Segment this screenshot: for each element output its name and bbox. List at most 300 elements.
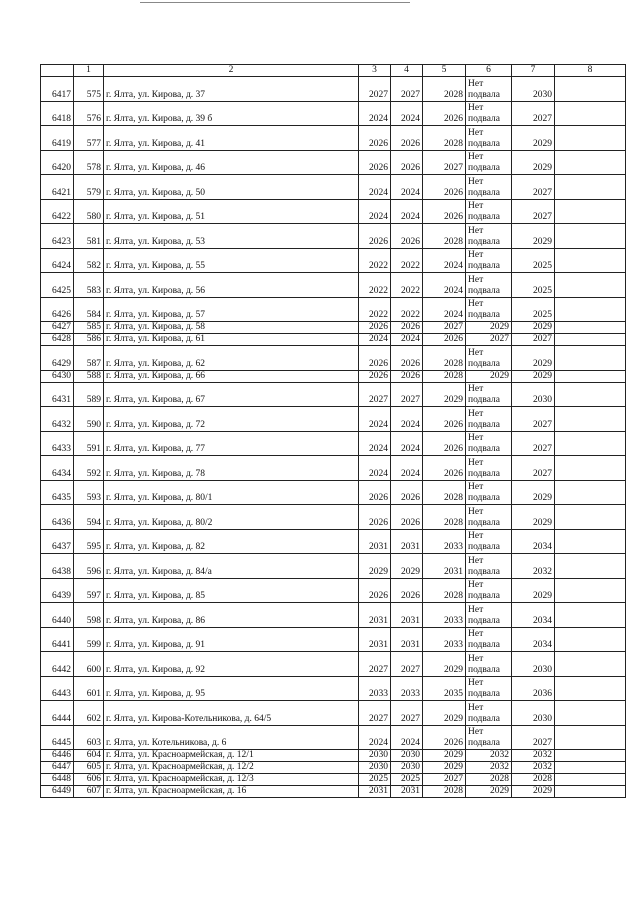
address-cell: г. Ялта, ул. Красноармейская, д. 16 (104, 786, 359, 798)
no-basement-cell (466, 382, 512, 407)
address-cell: г. Ялта, ул. Кирова, д. 37 (104, 77, 359, 102)
item-index-cell: 579 (74, 175, 104, 200)
no-basement-line1: Нет (468, 531, 484, 541)
building-schedule-table (40, 64, 626, 798)
year-col4-cell: 2024 (391, 407, 423, 432)
year-col3-cell: 2031 (359, 627, 391, 652)
no-basement-line2: подвала (468, 591, 501, 601)
year-col4-cell: 2026 (391, 346, 423, 371)
empty-col8-cell (555, 774, 626, 786)
year-col3-cell: 2029 (359, 554, 391, 579)
address-cell: г. Ялта, ул. Кирова, д. 95 (104, 676, 359, 701)
item-index-cell: 586 (74, 334, 104, 346)
year-col4-cell: 2026 (391, 150, 423, 175)
year-col3-cell: 2024 (359, 431, 391, 456)
no-basement-line2: подвала (468, 542, 501, 552)
empty-col8-cell (555, 407, 626, 432)
empty-col8-cell (555, 248, 626, 273)
row-number-cell: 6447 (41, 762, 74, 774)
year-col7-cell: 2029 (512, 480, 555, 505)
table-row (41, 725, 626, 750)
year-col5-cell: 2033 (423, 627, 466, 652)
no-basement-cell (466, 652, 512, 677)
no-basement-cell (466, 199, 512, 224)
address-cell: г. Ялта, ул. Кирова, д. 66 (104, 370, 359, 382)
year-col3-cell: 2025 (359, 774, 391, 786)
row-number-cell: 6427 (41, 322, 74, 334)
empty-col8-cell (555, 334, 626, 346)
table-row (41, 346, 626, 371)
no-basement-line1: Нет (468, 555, 484, 566)
no-basement-line2: подвала (468, 89, 501, 100)
item-index-cell: 581 (74, 224, 104, 249)
year-col5-cell: 2028 (423, 224, 466, 249)
row-number-cell: 6420 (41, 150, 74, 175)
empty-col8-cell (555, 554, 626, 579)
no-basement-cell (466, 297, 512, 322)
empty-col8-cell (555, 150, 626, 175)
year-col3-cell: 2024 (359, 725, 391, 750)
item-index-cell: 590 (74, 407, 104, 432)
no-basement-line1: Нет (468, 78, 484, 89)
row-number-cell: 6442 (41, 652, 74, 677)
year-col7-cell: 2034 (512, 627, 555, 652)
table-row (41, 407, 626, 432)
no-basement-line2: подвала (468, 114, 501, 124)
no-basement-cell (466, 480, 512, 505)
year-col5-cell: 2033 (423, 529, 466, 554)
year-col3-cell: 2027 (359, 382, 391, 407)
no-basement-line2: подвала (468, 689, 501, 699)
year-col7-cell: 2025 (512, 248, 555, 273)
year-col3-cell: 2026 (359, 322, 391, 334)
year-col7-cell: 2032 (512, 762, 555, 774)
year-col3-cell: 2031 (359, 529, 391, 554)
empty-col8-cell (555, 273, 626, 298)
table-header-row (41, 65, 626, 77)
year-col4-cell: 2024 (391, 431, 423, 456)
address-cell: г. Ялта, ул. Котельникова, д. 6 (104, 725, 359, 750)
empty-col8-cell (555, 77, 626, 102)
empty-col8-cell (555, 652, 626, 677)
no-basement-line2: подвала (468, 664, 501, 675)
table-row (41, 652, 626, 677)
year-col3-cell: 2031 (359, 786, 391, 798)
address-cell: г. Ялта, ул. Кирова, д. 84/а (104, 554, 359, 579)
empty-col8-cell (555, 603, 626, 628)
address-cell: г. Ялта, ул. Кирова, д. 61 (104, 334, 359, 346)
year-col6-cell: 2032 (466, 762, 512, 774)
no-basement-line1: Нет (468, 604, 484, 615)
empty-col8-cell (555, 627, 626, 652)
item-index-cell: 584 (74, 297, 104, 322)
table-row (41, 762, 626, 774)
address-cell: г. Ялта, ул. Кирова, д. 67 (104, 382, 359, 407)
table-row (41, 370, 626, 382)
item-index-cell: 582 (74, 248, 104, 273)
row-number-cell: 6426 (41, 297, 74, 322)
header-cell-2: 2 (104, 65, 359, 77)
empty-col8-cell (555, 370, 626, 382)
row-number-cell: 6448 (41, 774, 74, 786)
year-col7-cell: 2029 (512, 578, 555, 603)
year-col7-cell: 2030 (512, 77, 555, 102)
item-index-cell: 594 (74, 505, 104, 530)
header-cell-0 (41, 65, 74, 77)
empty-col8-cell (555, 126, 626, 151)
row-number-cell: 6425 (41, 273, 74, 298)
year-col4-cell: 2026 (391, 480, 423, 505)
year-col5-cell: 2026 (423, 456, 466, 481)
row-number-cell: 6418 (41, 101, 74, 126)
no-basement-cell (466, 224, 512, 249)
address-cell: г. Ялта, ул. Кирова, д. 72 (104, 407, 359, 432)
year-col4-cell: 2027 (391, 382, 423, 407)
year-col5-cell: 2026 (423, 199, 466, 224)
table-row (41, 150, 626, 175)
year-col6-cell: 2029 (466, 786, 512, 798)
table-body (41, 65, 626, 798)
year-col3-cell: 2027 (359, 652, 391, 677)
year-col5-cell: 2028 (423, 505, 466, 530)
address-cell: г. Ялта, ул. Кирова, д. 92 (104, 652, 359, 677)
year-col4-cell: 2025 (391, 774, 423, 786)
address-cell: г. Ялта, ул. Кирова, д. 80/2 (104, 505, 359, 530)
no-basement-line2: подвала (468, 566, 501, 577)
no-basement-line1: Нет (468, 225, 484, 236)
table-row (41, 786, 626, 798)
no-basement-line1: Нет (468, 678, 484, 688)
year-col4-cell: 2027 (391, 701, 423, 726)
item-index-cell: 591 (74, 431, 104, 456)
year-col6-cell: 2029 (466, 370, 512, 382)
address-cell: г. Ялта, ул. Кирова, д. 86 (104, 603, 359, 628)
empty-col8-cell (555, 346, 626, 371)
item-index-cell: 580 (74, 199, 104, 224)
table-row (41, 431, 626, 456)
table-row (41, 297, 626, 322)
row-number-cell: 6433 (41, 431, 74, 456)
no-basement-line2: подвала (468, 444, 501, 454)
no-basement-line2: подвала (468, 493, 501, 503)
item-index-cell: 575 (74, 77, 104, 102)
table-row (41, 578, 626, 603)
item-index-cell: 578 (74, 150, 104, 175)
row-number-cell: 6445 (41, 725, 74, 750)
empty-col8-cell (555, 676, 626, 701)
item-index-cell: 600 (74, 652, 104, 677)
year-col7-cell: 2034 (512, 529, 555, 554)
no-basement-line2: подвала (468, 738, 501, 748)
no-basement-line2: подвала (468, 285, 501, 296)
year-col4-cell: 2033 (391, 676, 423, 701)
row-number-cell: 6421 (41, 175, 74, 200)
row-number-cell: 6437 (41, 529, 74, 554)
year-col7-cell: 2027 (512, 456, 555, 481)
header-cell-8: 8 (555, 65, 626, 77)
row-number-cell: 6423 (41, 224, 74, 249)
year-col7-cell: 2029 (512, 224, 555, 249)
table-row (41, 627, 626, 652)
year-col4-cell: 2024 (391, 334, 423, 346)
document-table-wrapper (40, 64, 626, 798)
year-col3-cell: 2026 (359, 126, 391, 151)
row-number-cell: 6432 (41, 407, 74, 432)
no-basement-line1: Нет (468, 299, 484, 309)
row-number-cell: 6435 (41, 480, 74, 505)
empty-col8-cell (555, 529, 626, 554)
year-col4-cell: 2022 (391, 297, 423, 322)
year-col7-cell: 2029 (512, 786, 555, 798)
item-index-cell: 599 (74, 627, 104, 652)
address-cell: г. Ялта, ул. Кирова, д. 91 (104, 627, 359, 652)
table-row (41, 554, 626, 579)
item-index-cell: 606 (74, 774, 104, 786)
year-col7-cell: 2029 (512, 346, 555, 371)
year-col7-cell: 2030 (512, 382, 555, 407)
no-basement-cell (466, 554, 512, 579)
item-index-cell: 604 (74, 750, 104, 762)
year-col5-cell: 2031 (423, 554, 466, 579)
year-col4-cell: 2024 (391, 456, 423, 481)
year-col3-cell: 2024 (359, 101, 391, 126)
empty-col8-cell (555, 456, 626, 481)
year-col5-cell: 2029 (423, 762, 466, 774)
no-basement-line1: Нет (468, 347, 484, 358)
empty-col8-cell (555, 382, 626, 407)
row-number-cell: 6428 (41, 334, 74, 346)
item-index-cell: 585 (74, 322, 104, 334)
no-basement-line1: Нет (468, 482, 484, 492)
year-col3-cell: 2026 (359, 370, 391, 382)
no-basement-cell (466, 603, 512, 628)
year-col4-cell: 2026 (391, 505, 423, 530)
year-col7-cell: 2029 (512, 322, 555, 334)
no-basement-line2: подвала (468, 517, 501, 528)
no-basement-line2: подвала (468, 138, 501, 149)
year-col4-cell: 2027 (391, 77, 423, 102)
year-col3-cell: 2024 (359, 175, 391, 200)
item-index-cell: 603 (74, 725, 104, 750)
year-col3-cell: 2026 (359, 480, 391, 505)
year-col5-cell: 2024 (423, 248, 466, 273)
year-col3-cell: 2033 (359, 676, 391, 701)
item-index-cell: 605 (74, 762, 104, 774)
no-basement-cell (466, 505, 512, 530)
no-basement-cell (466, 248, 512, 273)
no-basement-line1: Нет (468, 727, 484, 737)
item-index-cell: 602 (74, 701, 104, 726)
year-col6-cell: 2032 (466, 750, 512, 762)
table-row (41, 701, 626, 726)
year-col3-cell: 2024 (359, 407, 391, 432)
year-col4-cell: 2022 (391, 248, 423, 273)
empty-col8-cell (555, 431, 626, 456)
address-cell: г. Ялта, ул. Кирова, д. 39 б (104, 101, 359, 126)
year-col7-cell: 2027 (512, 175, 555, 200)
year-col7-cell: 2029 (512, 126, 555, 151)
no-basement-cell (466, 150, 512, 175)
no-basement-line2: подвала (468, 261, 501, 271)
year-col5-cell: 2027 (423, 322, 466, 334)
address-cell: г. Ялта, ул. Кирова, д. 78 (104, 456, 359, 481)
year-col5-cell: 2029 (423, 382, 466, 407)
item-index-cell: 587 (74, 346, 104, 371)
address-cell: г. Ялта, ул. Красноармейская, д. 12/2 (104, 762, 359, 774)
row-number-cell: 6434 (41, 456, 74, 481)
header-cell-7: 7 (512, 65, 555, 77)
address-cell: г. Ялта, ул. Красноармейская, д. 12/3 (104, 774, 359, 786)
year-col3-cell: 2026 (359, 505, 391, 530)
row-number-cell: 6436 (41, 505, 74, 530)
table-row (41, 382, 626, 407)
no-basement-line1: Нет (468, 653, 484, 664)
year-col3-cell: 2030 (359, 762, 391, 774)
address-cell: г. Ялта, ул. Кирова, д. 51 (104, 199, 359, 224)
no-basement-line1: Нет (468, 408, 484, 419)
row-number-cell: 6429 (41, 346, 74, 371)
table-row (41, 175, 626, 200)
year-col5-cell: 2028 (423, 77, 466, 102)
year-col5-cell: 2028 (423, 480, 466, 505)
address-cell: г. Ялта, ул. Кирова, д. 53 (104, 224, 359, 249)
empty-col8-cell (555, 480, 626, 505)
no-basement-cell (466, 77, 512, 102)
row-number-cell: 6440 (41, 603, 74, 628)
year-col5-cell: 2028 (423, 126, 466, 151)
row-number-cell: 6438 (41, 554, 74, 579)
year-col7-cell: 2034 (512, 603, 555, 628)
item-index-cell: 595 (74, 529, 104, 554)
no-basement-line1: Нет (468, 152, 484, 162)
year-col7-cell: 2025 (512, 297, 555, 322)
empty-col8-cell (555, 725, 626, 750)
header-cell-3: 3 (359, 65, 391, 77)
no-basement-line2: подвала (468, 713, 501, 724)
year-col5-cell: 2028 (423, 346, 466, 371)
empty-col8-cell (555, 297, 626, 322)
year-col7-cell: 2027 (512, 431, 555, 456)
table-row (41, 774, 626, 786)
year-col5-cell: 2027 (423, 774, 466, 786)
year-col3-cell: 2024 (359, 199, 391, 224)
address-cell: г. Ялта, ул. Кирова, д. 85 (104, 578, 359, 603)
empty-col8-cell (555, 224, 626, 249)
row-number-cell: 6431 (41, 382, 74, 407)
year-col5-cell: 2026 (423, 725, 466, 750)
address-cell: г. Ялта, ул. Красноармейская, д. 12/1 (104, 750, 359, 762)
year-col3-cell: 2022 (359, 273, 391, 298)
year-col5-cell: 2029 (423, 701, 466, 726)
address-cell: г. Ялта, ул. Кирова, д. 62 (104, 346, 359, 371)
empty-col8-cell (555, 701, 626, 726)
no-basement-line2: подвала (468, 395, 501, 405)
year-col4-cell: 2026 (391, 322, 423, 334)
table-row (41, 224, 626, 249)
no-basement-line1: Нет (468, 629, 484, 639)
year-col4-cell: 2031 (391, 786, 423, 798)
year-col5-cell: 2027 (423, 150, 466, 175)
year-col4-cell: 2030 (391, 762, 423, 774)
table-row (41, 750, 626, 762)
no-basement-line1: Нет (468, 127, 484, 138)
no-basement-line2: подвала (468, 640, 501, 650)
address-cell: г. Ялта, ул. Кирова, д. 55 (104, 248, 359, 273)
year-col7-cell: 2025 (512, 273, 555, 298)
empty-col8-cell (555, 175, 626, 200)
header-cell-1: 1 (74, 65, 104, 77)
no-basement-line2: подвала (468, 419, 501, 430)
no-basement-cell (466, 126, 512, 151)
year-col3-cell: 2030 (359, 750, 391, 762)
year-col3-cell: 2027 (359, 701, 391, 726)
address-cell: г. Ялта, ул. Кирова, д. 57 (104, 297, 359, 322)
no-basement-line2: подвала (468, 212, 501, 222)
empty-col8-cell (555, 322, 626, 334)
no-basement-line1: Нет (468, 201, 484, 211)
no-basement-cell (466, 101, 512, 126)
no-basement-line1: Нет (468, 384, 484, 394)
year-col5-cell: 2028 (423, 578, 466, 603)
address-cell: г. Ялта, ул. Кирова, д. 50 (104, 175, 359, 200)
item-index-cell: 597 (74, 578, 104, 603)
year-col6-cell: 2029 (466, 322, 512, 334)
year-col4-cell: 2024 (391, 199, 423, 224)
year-col7-cell: 2032 (512, 554, 555, 579)
year-col7-cell: 2030 (512, 701, 555, 726)
year-col3-cell: 2024 (359, 334, 391, 346)
item-index-cell: 588 (74, 370, 104, 382)
no-basement-line2: подвала (468, 468, 501, 479)
year-col4-cell: 2024 (391, 725, 423, 750)
address-cell: г. Ялта, ул. Кирова, д. 82 (104, 529, 359, 554)
year-col7-cell: 2027 (512, 407, 555, 432)
year-col4-cell: 2029 (391, 554, 423, 579)
year-col4-cell: 2024 (391, 175, 423, 200)
year-col3-cell: 2026 (359, 346, 391, 371)
year-col4-cell: 2031 (391, 529, 423, 554)
year-col3-cell: 2026 (359, 150, 391, 175)
table-row (41, 77, 626, 102)
no-basement-line1: Нет (468, 433, 484, 443)
row-number-cell: 6443 (41, 676, 74, 701)
row-number-cell: 6446 (41, 750, 74, 762)
item-index-cell: 577 (74, 126, 104, 151)
year-col4-cell: 2026 (391, 578, 423, 603)
table-row (41, 126, 626, 151)
no-basement-cell (466, 578, 512, 603)
year-col7-cell: 2029 (512, 150, 555, 175)
year-col7-cell: 2027 (512, 334, 555, 346)
address-cell: г. Ялта, ул. Кирова-Котельникова, д. 64/5 (104, 701, 359, 726)
table-row (41, 199, 626, 224)
year-col4-cell: 2026 (391, 224, 423, 249)
address-cell: г. Ялта, ул. Кирова, д. 46 (104, 150, 359, 175)
address-cell: г. Ялта, ул. Кирова, д. 77 (104, 431, 359, 456)
year-col4-cell: 2027 (391, 652, 423, 677)
address-cell: г. Ялта, ул. Кирова, д. 41 (104, 126, 359, 151)
address-cell: г. Ялта, ул. Кирова, д. 58 (104, 322, 359, 334)
table-row (41, 456, 626, 481)
no-basement-cell (466, 701, 512, 726)
item-index-cell: 583 (74, 273, 104, 298)
item-index-cell: 601 (74, 676, 104, 701)
table-row (41, 480, 626, 505)
empty-col8-cell (555, 762, 626, 774)
row-number-cell: 6422 (41, 199, 74, 224)
no-basement-cell (466, 175, 512, 200)
year-col7-cell: 2030 (512, 652, 555, 677)
